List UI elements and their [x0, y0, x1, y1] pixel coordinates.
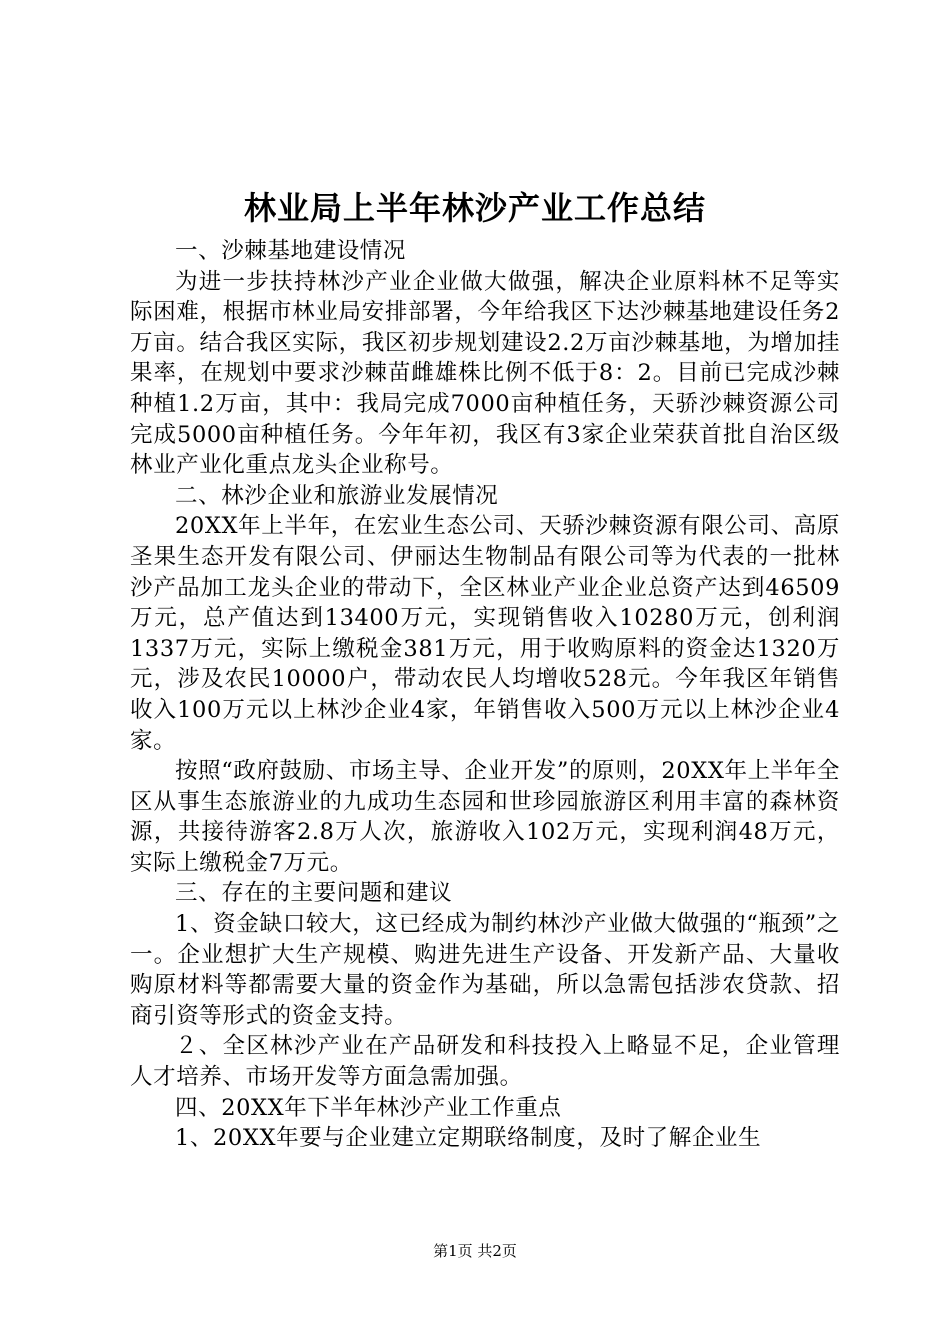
paragraph-5: ２、全区林沙产业在产品研发和科技投入上略显不足，企业管理人才培养、市场开发等方面急需加强。 — [130, 1033, 840, 1091]
paragraph-6: 1、20XX年要与企业建立定期联络制度，及时了解企业生 — [175, 1125, 762, 1152]
section-heading-1: 一、沙棘基地建设情况 — [175, 238, 407, 264]
section-heading-2: 二、林沙企业和旅游业发展情况 — [175, 482, 499, 509]
paragraph-3: 按照“政府鼓励、市场主导、企业开发”的原则，20XX年上半年全区从事生态旅游业的九成功生态园和世珍园旅游区利用丰富的森林资源，共接待游客2.8万人次，旅游收入102万元，实现利润48万元，实际上缴税金7万元。 — [130, 758, 840, 876]
document-body — [130, 236, 840, 1154]
paragraph-2: 20XX年上半年，在宏业生态公司、天骄沙棘资源有限公司、高原圣果生态开发有限公司、伊丽达生物制品有限公司等为代表的一批林沙产品加工龙头企业的带动下，全区林业产业企业总资产达到46509万元，总产值达到13400万元，实现销售收入10280万元，创利润1337万元，实际上缴税金381万元，用于收购原料的资金达1320万元，涉及农民10000户，带动农民人均增收528元。今年我区年销售收入100万元以上林沙企业4家，年销售收入500万元以上林沙企业4家。 — [130, 513, 840, 754]
page-footer: 第1页 共2页 — [433, 1242, 517, 1260]
paragraph-4: 1、资金缺口较大，这已经成为制约林沙产业做大做强的“瓶颈”之一。企业想扩大生产规模、购进先进生产设备、开发新产品、大量收购原材料等都需要大量的资金作为基础，所以急需包括涉农贷款、招商引资等形式的资金支持。 — [130, 911, 840, 1029]
section-heading-3: 三、存在的主要问题和建议 — [175, 880, 453, 907]
paragraph-1: 为进一步扶持林沙产业企业做大做强，解决企业原料林不足等实际困难，根据市林业局安排部署，今年给我区下达沙棘基地建设任务2万亩。结合我区实际，我区初步规划建设2.2万亩沙棘基地，为增加挂果率，在规划中要求沙棘苗雌雄株比例不低于8：2。目前已完成沙棘种植1.2万亩，其中：我局完成7000亩种植任务，天骄沙棘资源公司完成5000亩种植任务。今年年初，我区有3家企业荣获首批自治区级林业产业化重点龙头企业称号。 — [130, 268, 840, 479]
document-title: 林业局上半年林沙产业工作总结 — [243, 189, 706, 227]
section-heading-4: 四、20XX年下半年林沙产业工作重点 — [175, 1094, 562, 1121]
